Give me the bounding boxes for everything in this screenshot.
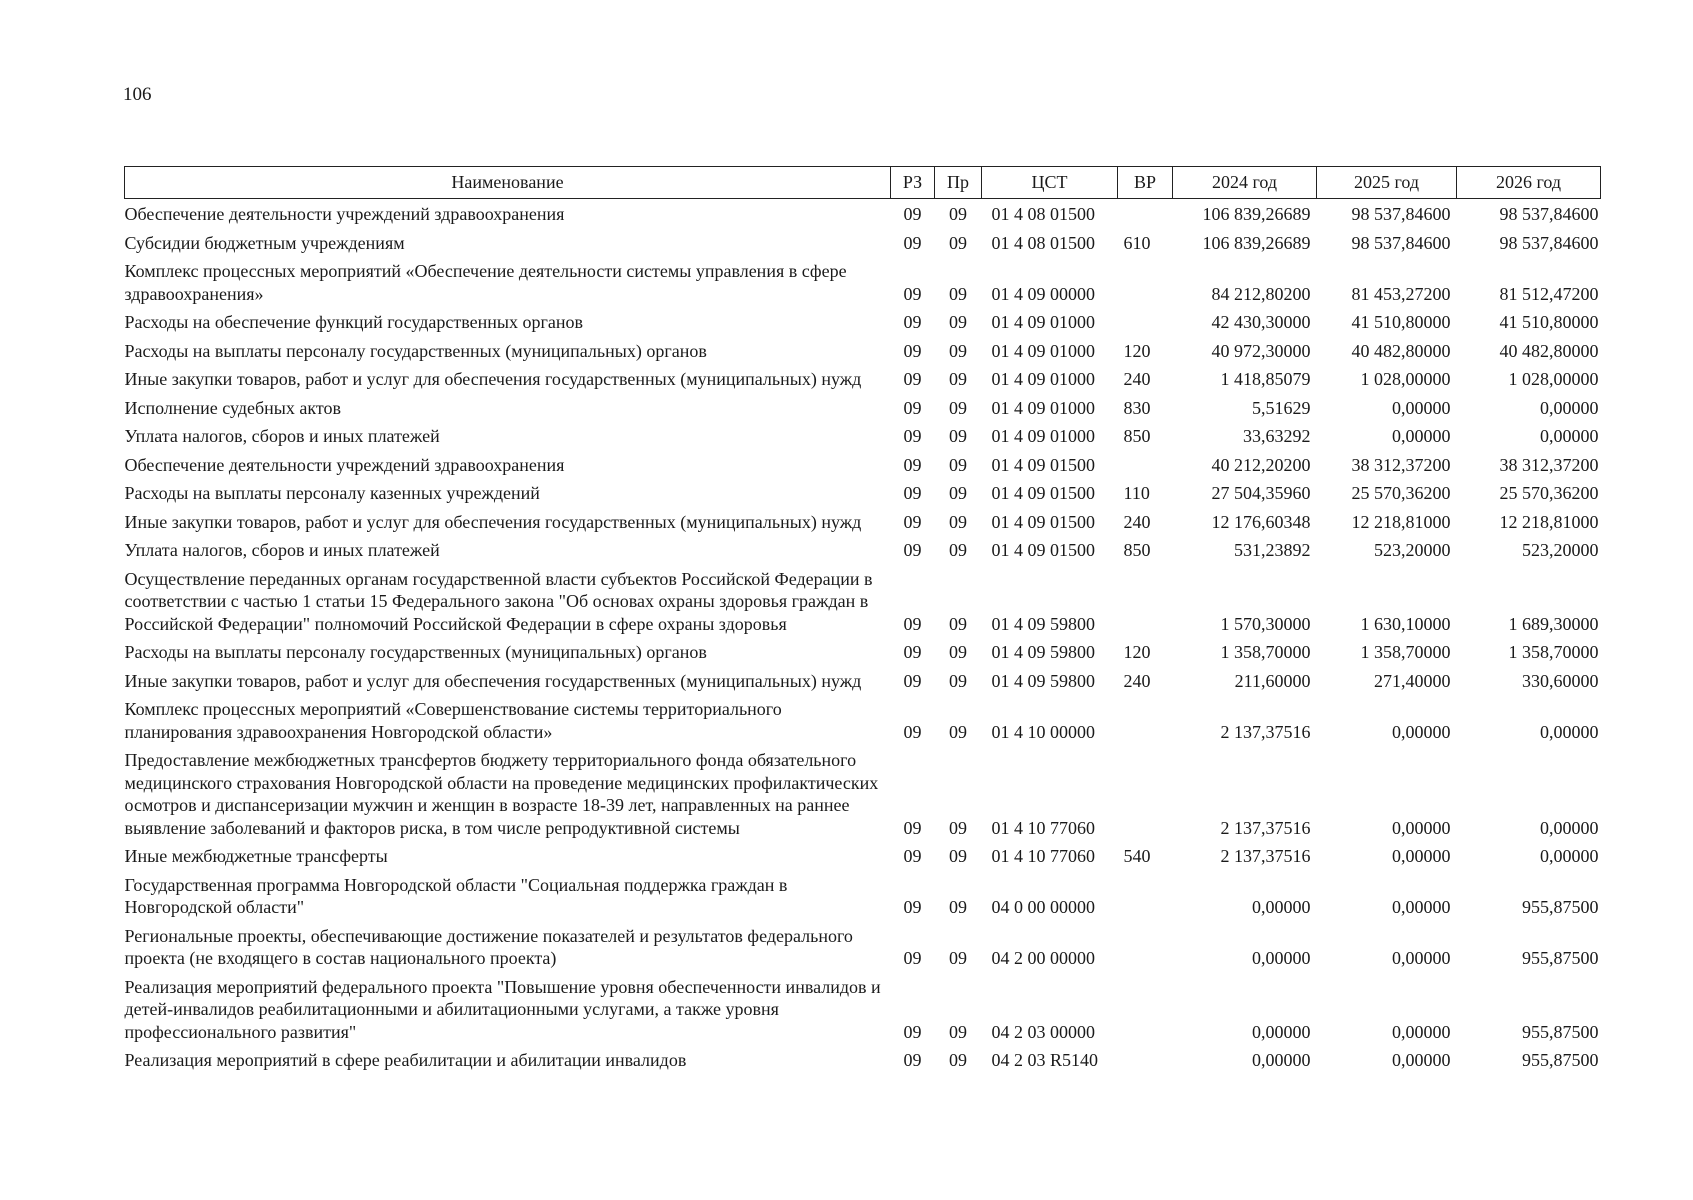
row-2025: 12 218,81000 xyxy=(1351,511,1451,532)
table-row xyxy=(125,482,1601,511)
row-2025: 40 482,80000 xyxy=(1351,340,1451,361)
row-2024: 0,00000 xyxy=(1252,1021,1311,1042)
row-cst: 01 4 10 77060 xyxy=(991,817,1095,838)
row-2026: 955,87500 xyxy=(1522,1050,1599,1070)
row-pr: 09 xyxy=(949,369,967,389)
row-rz: 09 xyxy=(903,948,922,968)
table-row xyxy=(125,641,1601,670)
row-2026: 0,00000 xyxy=(1540,817,1599,838)
table-row xyxy=(125,976,1601,1050)
row-rz: 09 xyxy=(903,312,922,332)
row-vr xyxy=(1118,311,1173,340)
row-rz: 09 xyxy=(903,540,922,560)
row-2024: 42 430,30000 xyxy=(1211,312,1311,332)
budget-table xyxy=(124,166,1601,1078)
row-2024: 2 137,37516 xyxy=(1220,846,1311,866)
row-name: Обеспечение деятельности учреждений здравоохранения xyxy=(124,454,565,475)
row-vr: 850 xyxy=(1123,540,1151,560)
row-pr: 09 xyxy=(949,540,967,560)
row-pr: 09 xyxy=(949,426,967,446)
row-2024: 1 418,85079 xyxy=(1220,369,1311,389)
row-rz: 09 xyxy=(903,1050,922,1070)
row-2025: 0,00000 xyxy=(1392,817,1451,838)
row-pr: 09 xyxy=(949,670,967,691)
row-rz: 09 xyxy=(903,721,922,742)
row-vr: 830 xyxy=(1123,397,1151,418)
row-2024: 0,00000 xyxy=(1252,897,1311,917)
row-2024: 84 212,80200 xyxy=(1211,283,1311,304)
row-cst: 01 4 09 59800 xyxy=(991,670,1095,691)
header-2025: 2025 год xyxy=(1317,167,1457,199)
row-2026: 98 537,84600 xyxy=(1499,204,1599,224)
table-header-row xyxy=(125,167,1601,199)
table-row xyxy=(125,199,1601,232)
row-rz: 09 xyxy=(903,204,922,224)
row-2026: 41 510,80000 xyxy=(1499,312,1599,332)
row-2026: 98 537,84600 xyxy=(1499,232,1599,253)
row-2026: 0,00000 xyxy=(1540,397,1599,418)
table-row xyxy=(125,340,1601,369)
row-rz: 09 xyxy=(903,670,922,691)
page-number: 106 xyxy=(123,84,152,105)
row-2025: 0,00000 xyxy=(1392,1021,1451,1042)
row-2025: 81 453,27200 xyxy=(1351,283,1451,304)
table-row xyxy=(125,311,1601,340)
row-vr xyxy=(1118,568,1173,642)
row-name: Расходы на обеспечение функций государственных органов xyxy=(124,312,583,332)
row-pr: 09 xyxy=(949,1021,967,1042)
row-pr: 09 xyxy=(949,846,967,866)
row-2026: 1 028,00000 xyxy=(1508,369,1599,389)
row-2025: 271,40000 xyxy=(1374,670,1451,691)
row-pr: 09 xyxy=(949,397,967,418)
row-name: Комплекс процессных мероприятий «Совершенствование системы территориального планирования здравоохранения Новгородской области» xyxy=(124,699,782,742)
row-2026: 40 482,80000 xyxy=(1499,340,1599,361)
header-rz: РЗ xyxy=(891,167,935,199)
row-vr xyxy=(1118,749,1173,845)
row-vr xyxy=(1118,698,1173,749)
row-2024: 12 176,60348 xyxy=(1211,511,1311,532)
row-pr: 09 xyxy=(949,232,967,253)
row-vr: 850 xyxy=(1123,426,1151,446)
row-2026: 1 689,30000 xyxy=(1508,613,1599,634)
row-pr: 09 xyxy=(949,283,967,304)
row-vr xyxy=(1118,454,1173,483)
row-2024: 106 839,26689 xyxy=(1202,232,1311,253)
row-name: Иные закупки товаров, работ и услуг для обеспечения государственных (муниципальных) нужд xyxy=(124,511,862,532)
row-2025: 1 028,00000 xyxy=(1360,369,1451,389)
row-rz: 09 xyxy=(903,897,922,917)
table-row xyxy=(125,539,1601,568)
table-row xyxy=(125,232,1601,261)
row-name: Региональные проекты, обеспечивающие достижение показателей и результатов федерального проекта (не входящего в состав национального проекта) xyxy=(124,925,853,968)
row-vr xyxy=(1118,1049,1173,1078)
row-name: Расходы на выплаты персоналу государственных (муниципальных) органов xyxy=(124,642,707,662)
row-cst: 01 4 09 01500 xyxy=(991,454,1095,475)
row-rz: 09 xyxy=(903,817,922,838)
table-row xyxy=(125,260,1601,311)
row-cst: 01 4 09 01000 xyxy=(991,369,1095,389)
row-cst: 01 4 09 01000 xyxy=(991,426,1095,446)
row-2024: 106 839,26689 xyxy=(1202,204,1311,224)
row-name: Субсидии бюджетным учреждениям xyxy=(124,232,405,253)
row-2025: 25 570,36200 xyxy=(1351,483,1451,503)
header-name: Наименование xyxy=(125,167,891,199)
row-2026: 955,87500 xyxy=(1522,1021,1599,1042)
row-rz: 09 xyxy=(903,511,922,532)
row-cst: 01 4 09 00000 xyxy=(991,283,1095,304)
row-2024: 40 212,20200 xyxy=(1211,454,1311,475)
row-name: Расходы на выплаты персоналу казенных учреждений xyxy=(124,483,540,503)
row-cst: 04 2 03 R5140 xyxy=(991,1050,1099,1070)
row-2026: 955,87500 xyxy=(1522,948,1599,968)
row-2026: 12 218,81000 xyxy=(1499,511,1599,532)
row-name: Иные межбюджетные трансферты xyxy=(124,846,388,866)
row-name: Исполнение судебных актов xyxy=(124,397,342,418)
row-2024: 211,60000 xyxy=(1234,670,1311,691)
row-2026: 1 358,70000 xyxy=(1508,642,1599,662)
row-pr: 09 xyxy=(949,454,967,475)
table-row xyxy=(125,698,1601,749)
row-2026: 523,20000 xyxy=(1522,540,1599,560)
row-name: Осуществление переданных органам государственной власти субъектов Российской Федерации в соответствии с частью 1 статьи 15 Федерального закона "Об основах охраны здоровья граждан в Российской Федерации" полномочий Российской Федерации в сфере охраны здоровья xyxy=(124,568,873,634)
row-pr: 09 xyxy=(949,817,967,838)
row-2026: 0,00000 xyxy=(1540,846,1599,866)
row-2024: 1 570,30000 xyxy=(1220,613,1311,634)
header-cst: ЦСТ xyxy=(982,167,1118,199)
row-pr: 09 xyxy=(949,1050,967,1070)
row-2024: 33,63292 xyxy=(1243,426,1311,446)
row-2025: 0,00000 xyxy=(1392,948,1451,968)
row-vr xyxy=(1118,925,1173,976)
row-vr: 540 xyxy=(1123,846,1151,866)
table-row xyxy=(125,397,1601,426)
row-rz: 09 xyxy=(903,369,922,389)
table-row xyxy=(125,425,1601,454)
table-row xyxy=(125,1049,1601,1078)
row-vr xyxy=(1118,260,1173,311)
row-2025: 0,00000 xyxy=(1392,721,1451,742)
row-pr: 09 xyxy=(949,948,967,968)
row-vr: 240 xyxy=(1123,511,1151,532)
row-2025: 0,00000 xyxy=(1392,426,1451,446)
row-name: Государственная программа Новгородской области "Социальная поддержка граждан в Новгородской области" xyxy=(124,874,788,917)
row-2025: 41 510,80000 xyxy=(1351,312,1451,332)
row-vr xyxy=(1118,874,1173,925)
row-2025: 38 312,37200 xyxy=(1351,454,1451,475)
row-rz: 09 xyxy=(903,613,922,634)
row-cst: 01 4 09 01000 xyxy=(991,340,1095,361)
row-rz: 09 xyxy=(903,1021,922,1042)
row-rz: 09 xyxy=(903,642,922,662)
row-2024: 0,00000 xyxy=(1252,1050,1311,1070)
row-cst: 04 2 00 00000 xyxy=(991,948,1095,968)
row-2024: 5,51629 xyxy=(1252,397,1311,418)
row-name: Комплекс процессных мероприятий «Обеспечение деятельности системы управления в сфере здравоохранения» xyxy=(124,261,847,304)
row-rz: 09 xyxy=(903,454,922,475)
table-row xyxy=(125,670,1601,699)
row-pr: 09 xyxy=(949,511,967,532)
row-cst: 01 4 09 59800 xyxy=(991,642,1095,662)
header-pr: Пр xyxy=(935,167,982,199)
row-name: Реализация мероприятий федерального проекта "Повышение уровня обеспеченности инвалидов и детей-инвалидов реабилитационными и абилитационными услугами, а также уровня профессионального развития" xyxy=(124,976,881,1042)
row-cst: 01 4 08 01500 xyxy=(991,232,1095,253)
row-2025: 98 537,84600 xyxy=(1351,204,1451,224)
row-pr: 09 xyxy=(949,721,967,742)
row-2026: 38 312,37200 xyxy=(1499,454,1599,475)
row-rz: 09 xyxy=(903,397,922,418)
row-2024: 2 137,37516 xyxy=(1220,721,1311,742)
row-2025: 523,20000 xyxy=(1374,540,1451,560)
row-cst: 01 4 09 01500 xyxy=(991,540,1095,560)
row-name: Предоставление межбюджетных трансфертов бюджету территориального фонда обязательного медицинского страхования Новгородской области на проведение медицинских профилактических осмотров и диспансеризации мужчин и женщин в возрасте 18-39 лет, направленных на раннее выявление заболеваний и факторов риска, в том числе репродуктивной системы xyxy=(124,750,879,838)
row-cst: 04 2 03 00000 xyxy=(991,1021,1095,1042)
row-vr: 120 xyxy=(1123,340,1151,361)
table-row xyxy=(125,454,1601,483)
row-cst: 01 4 09 01500 xyxy=(991,511,1095,532)
row-rz: 09 xyxy=(903,283,922,304)
table-row xyxy=(125,874,1601,925)
row-pr: 09 xyxy=(949,340,967,361)
row-name: Расходы на выплаты персоналу государственных (муниципальных) органов xyxy=(124,340,707,361)
table-row xyxy=(125,925,1601,976)
row-cst: 01 4 09 01000 xyxy=(991,312,1095,332)
row-2024: 27 504,35960 xyxy=(1211,483,1311,503)
row-rz: 09 xyxy=(903,846,922,866)
table-row xyxy=(125,511,1601,540)
row-2026: 330,60000 xyxy=(1522,670,1599,691)
row-2025: 1 630,10000 xyxy=(1360,613,1451,634)
row-2025: 0,00000 xyxy=(1392,1050,1451,1070)
row-pr: 09 xyxy=(949,312,967,332)
row-pr: 09 xyxy=(949,483,967,503)
row-vr: 240 xyxy=(1123,369,1151,389)
row-2025: 0,00000 xyxy=(1392,897,1451,917)
row-cst: 01 4 08 01500 xyxy=(991,204,1095,224)
row-name: Реализация мероприятий в сфере реабилитации и абилитации инвалидов xyxy=(124,1050,687,1070)
header-2026: 2026 год xyxy=(1457,167,1601,199)
header-vr: ВР xyxy=(1118,167,1173,199)
row-vr xyxy=(1118,199,1173,232)
row-name: Иные закупки товаров, работ и услуг для обеспечения государственных (муниципальных) нужд xyxy=(124,369,862,389)
row-pr: 09 xyxy=(949,642,967,662)
row-cst: 01 4 09 59800 xyxy=(991,613,1095,634)
row-2025: 1 358,70000 xyxy=(1360,642,1451,662)
row-rz: 09 xyxy=(903,483,922,503)
row-pr: 09 xyxy=(949,613,967,634)
row-2026: 955,87500 xyxy=(1522,897,1599,917)
row-2026: 0,00000 xyxy=(1540,426,1599,446)
table-row xyxy=(125,368,1601,397)
row-pr: 09 xyxy=(949,204,967,224)
row-name: Уплата налогов, сборов и иных платежей xyxy=(124,540,440,560)
row-2026: 25 570,36200 xyxy=(1499,483,1599,503)
row-name: Уплата налогов, сборов и иных платежей xyxy=(124,426,440,446)
row-rz: 09 xyxy=(903,340,922,361)
row-2024: 2 137,37516 xyxy=(1220,817,1311,838)
row-vr: 240 xyxy=(1123,670,1151,691)
row-2025: 0,00000 xyxy=(1392,397,1451,418)
row-cst: 01 4 09 01000 xyxy=(991,397,1095,418)
row-pr: 09 xyxy=(949,897,967,917)
header-2024: 2024 год xyxy=(1173,167,1317,199)
row-cst: 01 4 10 77060 xyxy=(991,846,1095,866)
row-2024: 531,23892 xyxy=(1234,540,1311,560)
table-row xyxy=(125,568,1601,642)
row-2024: 1 358,70000 xyxy=(1220,642,1311,662)
row-vr: 610 xyxy=(1123,232,1151,253)
table-row xyxy=(125,749,1601,845)
row-2025: 0,00000 xyxy=(1392,846,1451,866)
row-vr: 120 xyxy=(1123,642,1151,662)
table-row xyxy=(125,845,1601,874)
row-2024: 0,00000 xyxy=(1252,948,1311,968)
row-rz: 09 xyxy=(903,232,922,253)
row-rz: 09 xyxy=(903,426,922,446)
row-cst: 01 4 10 00000 xyxy=(991,721,1095,742)
row-2026: 0,00000 xyxy=(1540,721,1599,742)
row-vr xyxy=(1118,976,1173,1050)
row-name: Иные закупки товаров, работ и услуг для обеспечения государственных (муниципальных) нужд xyxy=(124,670,862,691)
row-vr: 110 xyxy=(1123,483,1150,503)
row-cst: 04 0 00 00000 xyxy=(991,897,1095,917)
row-2024: 40 972,30000 xyxy=(1211,340,1311,361)
row-2025: 98 537,84600 xyxy=(1351,232,1451,253)
row-cst: 01 4 09 01500 xyxy=(991,483,1095,503)
row-2026: 81 512,47200 xyxy=(1499,283,1599,304)
row-name: Обеспечение деятельности учреждений здравоохранения xyxy=(124,204,565,224)
